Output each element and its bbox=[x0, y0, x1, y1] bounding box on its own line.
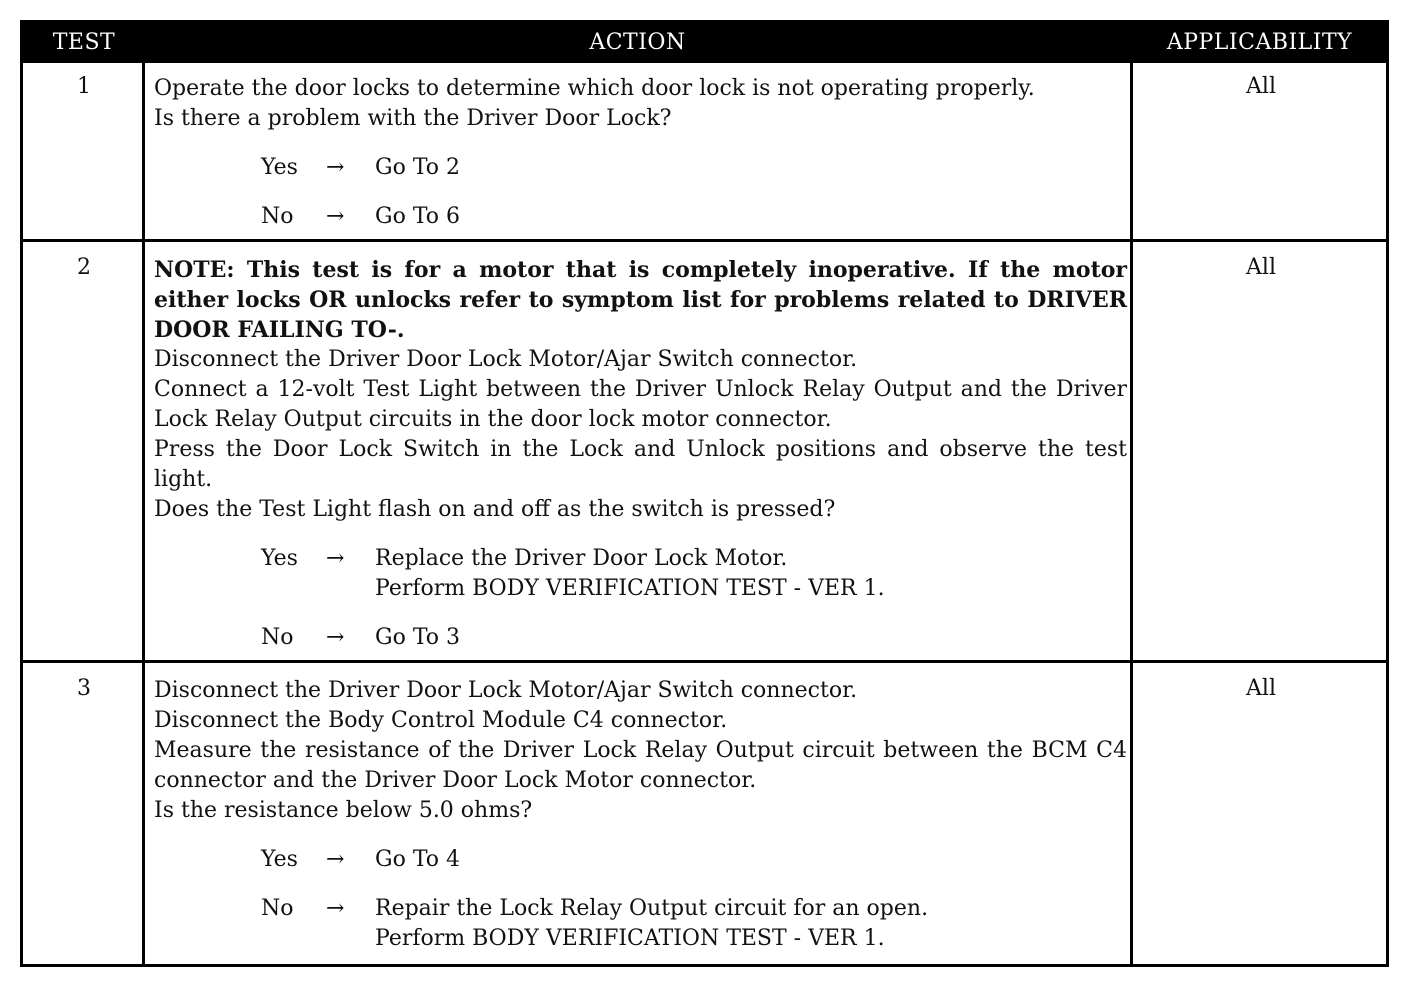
diagnostic-table bbox=[20, 20, 1389, 967]
column-divider bbox=[142, 63, 145, 964]
applicability-value: All bbox=[1246, 74, 1276, 99]
table-header bbox=[23, 23, 1386, 63]
arrow-icon: → bbox=[326, 204, 345, 229]
no-result: Repair the Lock Relay Output circuit for an open. bbox=[375, 896, 929, 921]
action-cell bbox=[154, 74, 1127, 232]
action-line: Disconnect the Driver Door Lock Motor/Ajar Switch connector. bbox=[154, 347, 858, 372]
header-applicability: APPLICABILITY bbox=[1166, 30, 1353, 55]
no-option bbox=[154, 623, 1127, 653]
yes-label: Yes bbox=[261, 546, 298, 571]
note-text: NOTE: This test is for a motor that is completely inoperative. If the motor either locks OR unlocks refer to symptom list for problems related to DRIVER DOOR FAILING TO-. bbox=[154, 257, 1127, 343]
action-cell bbox=[154, 255, 1127, 653]
test-number: 3 bbox=[77, 676, 91, 701]
arrow-icon: → bbox=[326, 546, 345, 571]
yes-option bbox=[154, 544, 1127, 604]
action-question: Is there a problem with the Driver Door Lock? bbox=[154, 106, 672, 131]
row-divider bbox=[23, 660, 1386, 663]
yes-result: Replace the Driver Door Lock Motor. bbox=[375, 546, 788, 571]
action-line: Press the Door Lock Switch in the Lock and Unlock positions and observe the test light. bbox=[154, 437, 1127, 492]
no-result: Go To 6 bbox=[375, 204, 461, 229]
action-line: Disconnect the Driver Door Lock Motor/Ajar Switch connector. bbox=[154, 678, 858, 703]
yes-result-verification: Perform BODY VERIFICATION TEST - VER 1. bbox=[375, 576, 885, 601]
yes-result: Go To 2 bbox=[375, 155, 461, 180]
action-line: Disconnect the Body Control Module C4 connector. bbox=[154, 708, 728, 733]
no-label: No bbox=[261, 625, 294, 650]
arrow-icon: → bbox=[326, 155, 345, 180]
yes-label: Yes bbox=[261, 847, 298, 872]
header-action: ACTION bbox=[589, 30, 686, 55]
yes-option bbox=[154, 153, 1127, 183]
yes-result: Go To 4 bbox=[375, 847, 461, 872]
no-option bbox=[154, 202, 1127, 232]
applicability-value: All bbox=[1246, 255, 1276, 280]
no-label: No bbox=[261, 204, 294, 229]
action-line: Connect a 12-volt Test Light between the Driver Unlock Relay Output and the Driver Lock Relay Output circuits in the door lock motor connector. bbox=[154, 377, 1127, 432]
yes-label: Yes bbox=[261, 155, 298, 180]
header-test: TEST bbox=[52, 30, 116, 55]
arrow-icon: → bbox=[326, 625, 345, 650]
action-line: Operate the door locks to determine which door lock is not operating properly. bbox=[154, 76, 1035, 101]
no-result: Go To 3 bbox=[375, 625, 461, 650]
action-question: Is the resistance below 5.0 ohms? bbox=[154, 798, 533, 823]
test-number: 1 bbox=[77, 74, 91, 99]
action-line: Measure the resistance of the Driver Lock Relay Output circuit between the BCM C4 connector and the Driver Door Lock Motor connector. bbox=[154, 738, 1127, 793]
row-divider bbox=[23, 239, 1386, 242]
no-label: No bbox=[261, 896, 294, 921]
applicability-value: All bbox=[1246, 676, 1276, 701]
action-cell bbox=[154, 676, 1127, 954]
yes-option bbox=[154, 845, 1127, 875]
no-result-verification: Perform BODY VERIFICATION TEST - VER 1. bbox=[375, 926, 885, 951]
no-option bbox=[154, 894, 1127, 954]
action-question: Does the Test Light flash on and off as the switch is pressed? bbox=[154, 497, 836, 522]
arrow-icon: → bbox=[326, 896, 345, 921]
test-number: 2 bbox=[77, 255, 91, 280]
arrow-icon: → bbox=[326, 847, 345, 872]
column-divider bbox=[1130, 63, 1133, 964]
